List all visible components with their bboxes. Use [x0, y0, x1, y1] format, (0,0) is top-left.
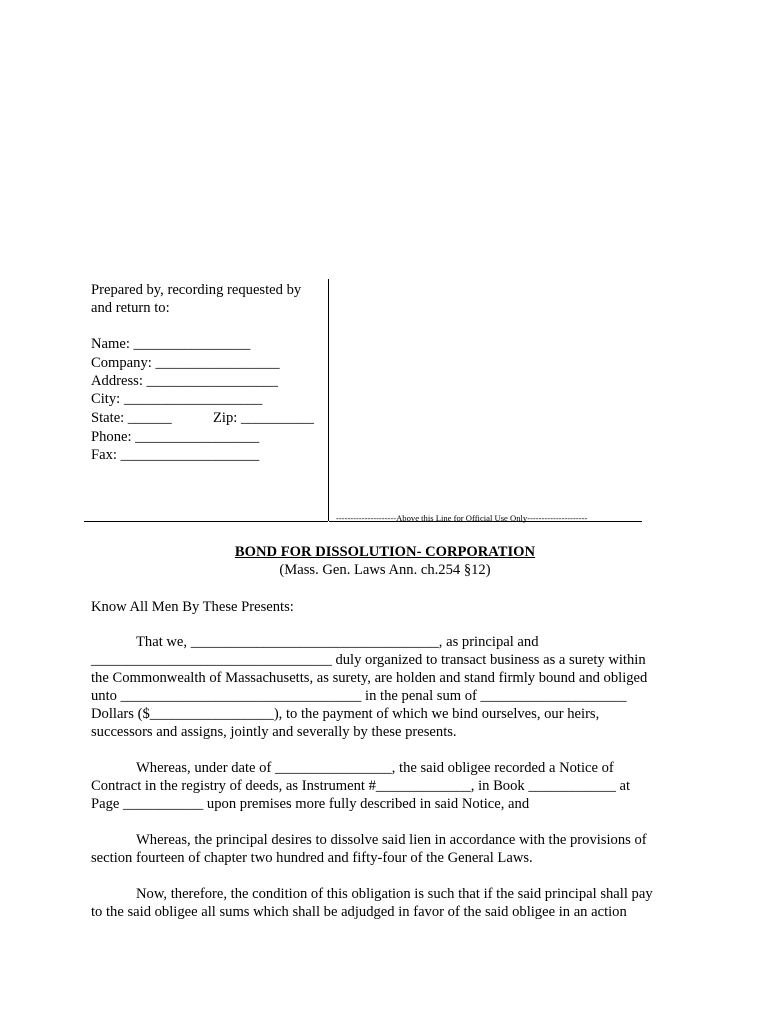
header-divider-vertical — [328, 279, 329, 521]
body-line: section fourteen of chapter two hundred and fifty-four of the General Laws. — [91, 850, 533, 866]
state-field: State: ______ — [91, 410, 172, 426]
city-field: City: ___________________ — [91, 391, 263, 407]
document-title: BOND FOR DISSOLUTION- CORPORATION — [234, 544, 536, 560]
body-line: Now, therefore, the condition of this obligation is such that if the said principal shall pay — [136, 886, 653, 902]
body-line: to the said obligee all sums which shall be adjudged in favor of the said obligee in an action — [91, 904, 627, 920]
body-line: Contract in the registry of deeds, as Instrument #_____________, in Book ____________ at — [91, 778, 631, 794]
body-line: That we, __________________________________, as principal and — [136, 634, 539, 650]
opening-line: Know All Men By These Presents: — [91, 599, 294, 615]
body-line: _________________________________ duly organized to transact business as a surety within — [91, 652, 646, 668]
address-field: Address: __________________ — [91, 373, 278, 389]
prepared-by-label: Prepared by, recording requested by — [91, 282, 302, 298]
return-to-label: and return to: — [91, 300, 170, 316]
body-line: Whereas, under date of ________________, the said obligee recorded a Notice of — [136, 760, 614, 776]
zip-field: Zip: __________ — [213, 410, 314, 426]
body-line: Dollars ($_________________), to the payment of which we bind ourselves, our heirs, — [91, 706, 600, 722]
body-line: Page ___________ upon premises more fully described in said Notice, and — [91, 796, 530, 812]
header-divider-left — [84, 521, 328, 522]
fax-field: Fax: ___________________ — [91, 447, 260, 463]
official-use-note: ---------------------Above this Line for Official Use Only--------------------- — [336, 513, 588, 523]
body-line: successors and assigns, jointly and severally by these presents. — [91, 724, 457, 740]
name-field: Name: ________________ — [91, 336, 251, 352]
phone-field: Phone: _________________ — [91, 429, 260, 445]
document-subtitle: (Mass. Gen. Laws Ann. ch.254 §12) — [279, 562, 491, 578]
body-line: unto _________________________________ in the penal sum of ____________________ — [91, 688, 627, 704]
body-line: the Commonwealth of Massachusetts, as surety, are holden and stand firmly bound and obliged — [91, 670, 648, 686]
body-line: Whereas, the principal desires to dissolve said lien in accordance with the provisions of — [136, 832, 647, 848]
company-field: Company: _________________ — [91, 355, 280, 371]
